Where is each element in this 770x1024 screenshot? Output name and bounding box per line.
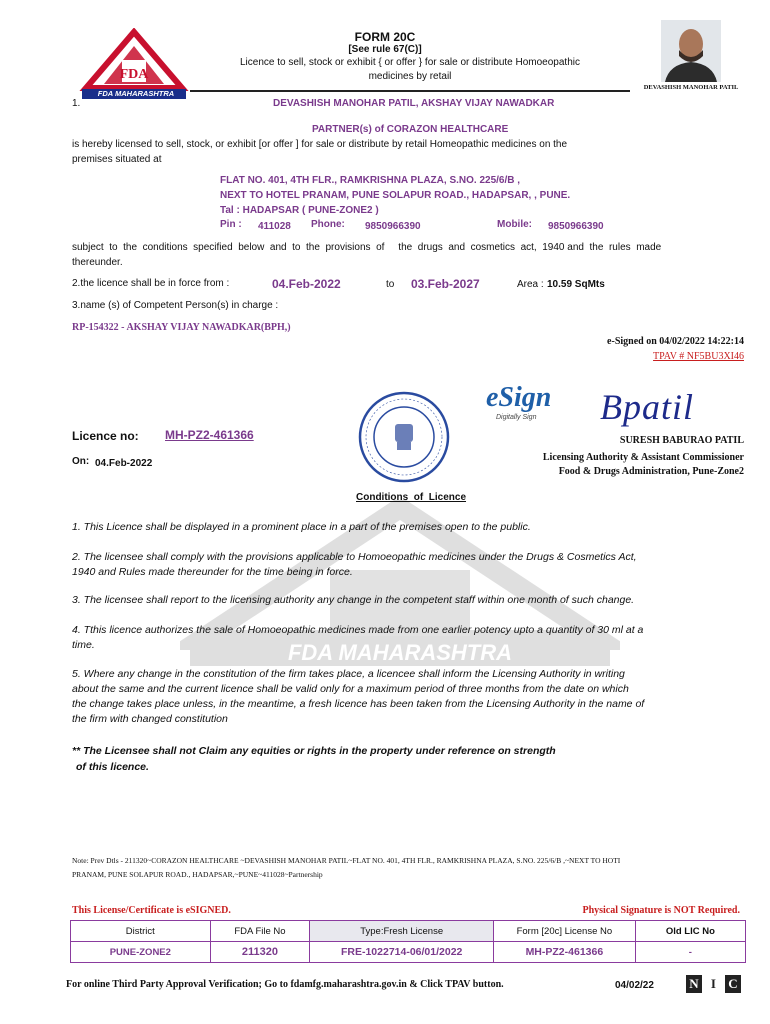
licence-no-value: MH-PZ2-461366 — [165, 428, 254, 442]
header-district: District — [71, 921, 211, 942]
competent-label: 3.name (s) of Competent Person(s) in charge : — [72, 300, 279, 311]
prev-details-1: Note: Prev Dtls - 211320~CORAZON HEALTHCARE ~DEVASHISH MANOHAR PATIL~FLAT NO. 401, 4TH FLR., RAMKRISHNA PLAZA, S.NO. 225/6/B ,~NEXT TO HOTI — [72, 856, 621, 865]
to-label: to — [386, 279, 395, 290]
pin-value: 411028 — [258, 221, 291, 232]
fda-seal — [357, 390, 451, 484]
photo-caption: DEVASHISH MANOHAR PATIL — [643, 84, 739, 91]
phone-label: Phone: — [311, 219, 345, 230]
value-type: FRE-1022714-06/01/2022 — [310, 942, 494, 963]
condition-5c: the change takes place unless, in the meantime, a fresh licence has been taken from the Licensing Authority in the name of — [72, 698, 645, 710]
on-value: 04.Feb-2022 — [95, 458, 153, 469]
verification-instruction: For online Third Party Approval Verification; Go to fdamfg.maharashtra.gov.in & Click TPAV button. — [66, 979, 504, 990]
header-old-lic-no: Old LIC No — [635, 921, 745, 942]
prev-details-2: PRANAM, PUNE SOLAPUR ROAD., HADAPSAR,~PUNE~411028~Partnership — [72, 870, 323, 879]
esign-tagline: Digitally Sign — [496, 414, 537, 421]
condition-3: 3. The licensee shall report to the licensing authority any change in the competent staff within one month of such change. — [72, 594, 635, 606]
nic-letter-c: C — [725, 975, 741, 993]
licence-no-label: Licence no: — [72, 429, 139, 443]
licence-summary-table — [70, 920, 746, 963]
footer-date: 04/02/22 — [615, 980, 654, 991]
form-subtitle-1: Licence to sell, stock or exhibit { or offer } for sale or distribute Homoeopathic — [240, 57, 580, 68]
esign-logo-text: eSign — [486, 382, 552, 413]
condition-5b: about the same and the current licence shall be valid only for a maximum period of three months from the date on which — [72, 683, 629, 695]
phone-value: 9850966390 — [365, 221, 421, 232]
esigned-timestamp: e-Signed on 04/02/2022 14:22:14 — [607, 336, 744, 347]
condition-4a: 4. Tthis licence authorizes the sale of Homoeopathic medicines made from one earlier potency upto a quantity of 30 ml at a — [72, 624, 644, 636]
tpav-link[interactable]: TPAV # NF5BU3XI46 — [653, 351, 744, 362]
table-header-row — [71, 921, 746, 942]
to-date: 03.Feb-2027 — [411, 277, 480, 291]
area-value: 10.59 SqMts — [547, 279, 605, 290]
nic-letter-i: I — [710, 976, 716, 991]
rule-reference: [See rule 67(C)] — [348, 44, 422, 55]
condition-4b: time. — [72, 639, 95, 651]
address-line-1: FLAT NO. 401, 4TH FLR., RAMKRISHNA PLAZA, S.NO. 225/6/B , — [220, 175, 521, 186]
on-label: On: — [72, 456, 90, 467]
form-subtitle-2: medicines by retail — [368, 71, 452, 82]
svg-text:FDA MAHARASHTRA: FDA MAHARASHTRA — [287, 640, 513, 665]
header-rule-line — [190, 90, 630, 92]
condition-2a: 2. The licensee shall comply with the provisions applicable to Homoeopathic medicines under the Drugs & Cosmetics Act, — [72, 551, 637, 563]
value-district: PUNE-ZONE2 — [71, 942, 211, 963]
physical-signature-notice: Physical Signature is NOT Required. — [582, 905, 740, 916]
value-license-no: MH-PZ2-461366 — [494, 942, 636, 963]
subject-text-1: subject to the conditions specified below and to the provisions of the drugs and cosmetics act, 1940 and the rules made — [72, 242, 662, 253]
licensee-names: DEVASHISH MANOHAR PATIL, AKSHAY VIJAY NAWADKAR — [273, 98, 555, 109]
header-license-no: Form [20c] License No — [494, 921, 636, 942]
mobile-label: Mobile: — [497, 219, 532, 230]
area-label: Area : — [517, 279, 544, 290]
form-title: FORM 20C — [354, 30, 416, 44]
item-number: 1. — [72, 98, 81, 109]
condition-1: 1. This Licence shall be displayed in a prominent place in a part of the premises open to the public. — [72, 521, 531, 533]
esign-logo — [486, 384, 586, 424]
address-line-3: Tal : HADAPSAR ( PUNE-ZONE2 ) — [220, 205, 379, 216]
force-label: 2.the licence shall be in force from : — [72, 278, 230, 289]
nic-letter-n: N — [686, 975, 702, 993]
handwritten-signature: Bpatil — [600, 387, 694, 427]
signatory-title-1: Licensing Authority & Assistant Commissioner — [542, 452, 744, 463]
signatory-name: SURESH BABURAO PATIL — [619, 435, 744, 446]
nic-logo — [686, 975, 741, 993]
equities-note-2: of this licence. — [76, 761, 149, 773]
condition-5d: the firm with changed constitution — [72, 713, 228, 725]
value-old-lic-no: - — [635, 942, 745, 963]
fda-logo — [78, 28, 190, 100]
mobile-value: 9850966390 — [548, 221, 604, 232]
header-type: Type:Fresh License — [310, 921, 494, 942]
signatory-title-2: Food & Drugs Administration, Pune-Zone2 — [558, 466, 744, 477]
value-fda-file-no: 211320 — [210, 942, 310, 963]
logo-text: FDA MAHARASHTRA — [97, 89, 175, 98]
competent-person: RP-154322 - AKSHAY VIJAY NAWADKAR(BPH,) — [72, 322, 291, 333]
table-value-row — [71, 942, 746, 963]
licensed-text-1: is hereby licensed to sell, stock, or exhibit [or offer ] for sale or distribute by retail Homeopathic medicines on the — [72, 139, 568, 150]
header-fda-file-no: FDA File No — [210, 921, 310, 942]
from-date: 04.Feb-2022 — [272, 277, 341, 291]
address-line-2: NEXT TO HOTEL PRANAM, PUNE SOLAPUR ROAD., HADAPSAR, , PUNE. — [220, 190, 571, 201]
esigned-notice: This License/Certificate is eSIGNED. — [72, 905, 231, 916]
svg-text:FDA: FDA — [119, 67, 149, 82]
pin-label: Pin : — [220, 219, 242, 230]
partner-line: PARTNER(s) of CORAZON HEALTHCARE — [312, 124, 509, 135]
conditions-title: Conditions of Licence — [356, 492, 467, 503]
licensed-text-2: premises situated at — [72, 154, 162, 165]
subject-text-2: thereunder. — [72, 257, 123, 268]
condition-2b: 1940 and Rules made thereunder for the time being in force. — [72, 566, 353, 578]
condition-5a: 5. Where any change in the constitution of the firm takes place, a licencee shall inform the Licensing Authority in writing — [72, 668, 625, 680]
equities-note-1: ** The Licensee shall not Claim any equities or rights in the property under reference on strength — [72, 745, 556, 757]
licensee-photo — [661, 20, 721, 82]
